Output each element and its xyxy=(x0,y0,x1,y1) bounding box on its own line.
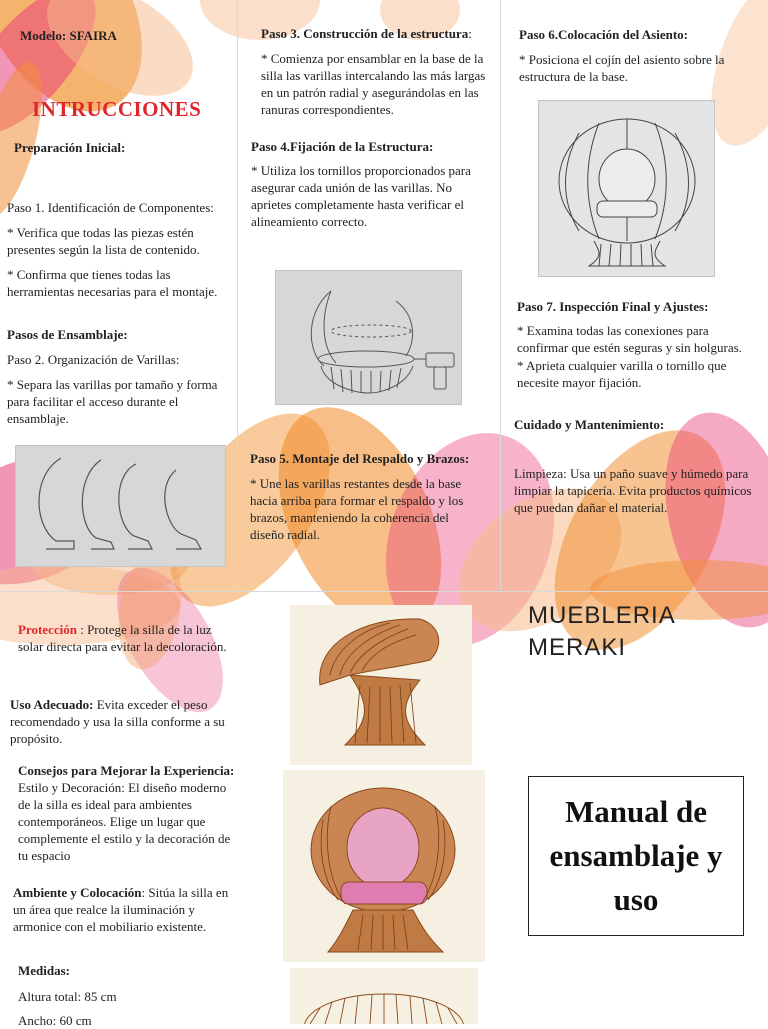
manual-title-box xyxy=(528,776,744,936)
manual-title: Manual de ensamblaje y uso xyxy=(549,794,723,917)
step6-bullet-1: * Posiciona el cojín del asiento sobre la estructura de la base. xyxy=(519,52,725,84)
chair-colored-drawing-3 xyxy=(290,968,478,1024)
assembly-heading: Pasos de Ensamblaje: xyxy=(7,327,128,342)
step3-title: Paso 3. Construcción de la estructura xyxy=(261,26,469,41)
step7-bullet-1: * Examina todas las conexiones para confirmar que estén seguras y sin holguras. xyxy=(517,323,742,355)
care-heading: Cuidado y Mantenimiento: xyxy=(514,417,665,432)
measures-heading: Medidas: xyxy=(18,963,70,978)
assembly-drill-sketch-image xyxy=(275,270,462,405)
ambience-text: : Sitúa la silla en un área que realce la iluminación y armonice con el mobiliario existente. xyxy=(13,885,229,934)
step5-bullet-1: * Une las varillas restantes desde la base hacia arriba para formar el respaldo y los brazos, manteniendo la coherencia del diseño radial. xyxy=(250,476,464,542)
usage-text: Evita exceder el peso recomendado y usa la silla conforme a su propósito. xyxy=(10,697,225,746)
rods-sketch-image xyxy=(15,445,226,567)
protection-text: : Protege la silla de la luz solar directa para evitar la decoloración. xyxy=(18,622,227,654)
step4-title: Paso 4.Fijación de la Estructura: xyxy=(251,139,434,154)
step3-bullet-1: * Comienza por ensamblar en la base de la silla las varillas intercalando las más largas en un patrón radial y asegurándolas en las ranuras correspondientes. xyxy=(261,51,486,117)
step1-title: Paso 1. Identificación de Componentes: xyxy=(7,200,214,215)
measure-width: Ancho: 60 cm xyxy=(18,1013,92,1028)
step7-title: Paso 7. Inspección Final y Ajustes: xyxy=(517,299,709,314)
sheet-divider xyxy=(0,591,768,592)
chair-sketch-image xyxy=(538,100,715,277)
step3-colon: : xyxy=(468,26,472,41)
step4-bullet-1: * Utiliza los tornillos proporcionados para asegurar cada unión de las varillas. No aprietes completamente hasta verificar el alineamiento correcto. xyxy=(251,163,471,229)
brand-line-2: MERAKI xyxy=(528,634,627,661)
protection-paragraph xyxy=(18,621,228,655)
step6-title: Paso 6.Colocación del Asiento: xyxy=(519,27,688,42)
protection-label: Protección xyxy=(18,622,77,637)
chair-colored-drawing-2 xyxy=(283,770,485,962)
brand-name xyxy=(528,600,676,664)
tips-paragraph xyxy=(18,762,238,864)
model-label: Modelo: SFAIRA xyxy=(20,28,117,43)
step1-bullet-1: * Verifica que todas las piezas estén presentes según la lista de contenido. xyxy=(7,225,200,257)
step2-bullet-1: * Separa las varillas por tamaño y forma para facilitar el acceso durante el ensamblaje. xyxy=(7,377,218,426)
step1-bullet-2: * Confirma que tienes todas las herramientas necesarias para el montaje. xyxy=(7,267,218,299)
prep-heading: Preparación Inicial: xyxy=(14,140,126,155)
chair-colored-drawing-1 xyxy=(290,605,472,765)
tips-label: Consejos para Mejorar la Experiencia: xyxy=(18,763,235,778)
step5-title: Paso 5. Montaje del Respaldo y Brazos: xyxy=(250,451,470,466)
brand-line-1: MUEBLERIA xyxy=(528,602,676,629)
instructions-title: INTRUCCIONES xyxy=(32,97,202,121)
care-text: Limpieza: Usa un paño suave y húmedo para limpiar la tapicería. Evita productos químicos que puedan dañar el material. xyxy=(514,466,752,515)
step3-heading xyxy=(261,25,496,42)
measure-height: Altura total: 85 cm xyxy=(18,989,117,1004)
step2-title: Paso 2. Organización de Varillas: xyxy=(7,352,180,367)
ambience-label: Ambiente y Colocación xyxy=(13,885,142,900)
step7-bullet-2: * Aprieta cualquier varilla o tornillo que necesite mayor fijación. xyxy=(517,358,727,390)
usage-label: Uso Adecuado: xyxy=(10,697,94,712)
column-divider xyxy=(237,0,238,590)
ambience-paragraph xyxy=(13,884,238,935)
tips-text: Estilo y Decoración: El diseño moderno de la silla es ideal para ambientes contemporáneos. Elige un lugar que complemente el estilo y la decoración de tu espacio xyxy=(18,780,231,863)
usage-paragraph xyxy=(10,696,240,747)
column-divider xyxy=(500,0,501,590)
